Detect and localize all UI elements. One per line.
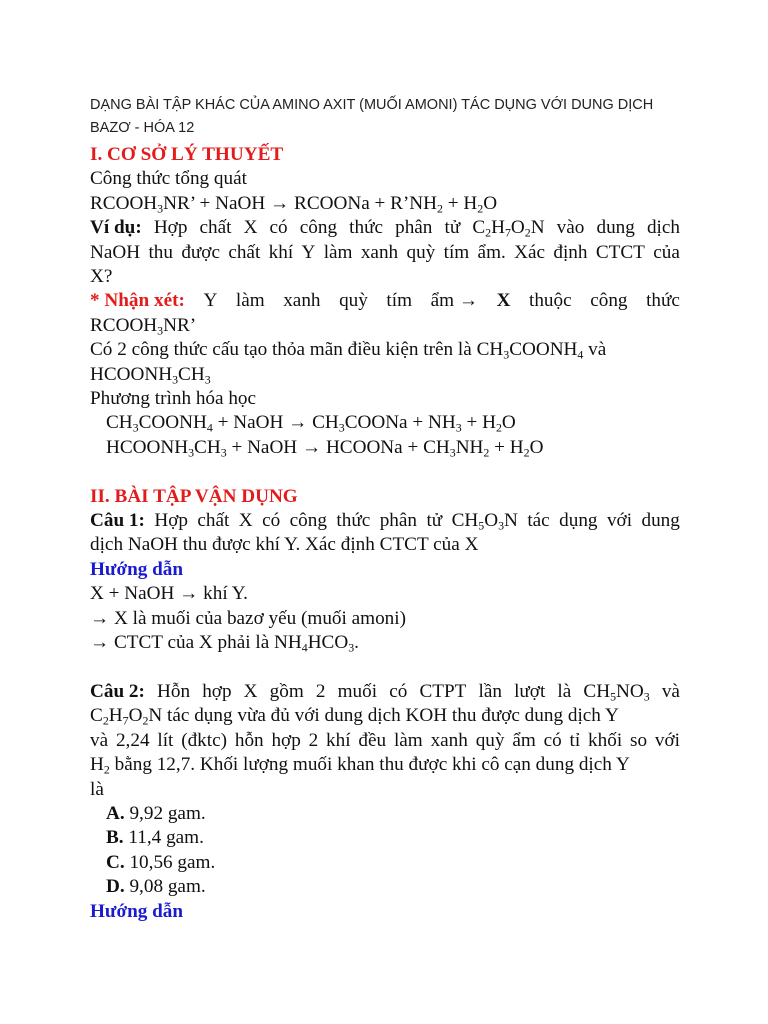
equation-label: Phương trình hóa học <box>90 388 257 410</box>
question-2-line-4: $H_2$ bằng 12,7. Khối lượng muối khan thu được khi cô cạn dung dịch Y <box>90 754 630 777</box>
question-2-option-d[interactable]: D. 9,08 gam. <box>106 876 206 898</box>
question-2-line-2: $C_2H_7O_2N$ tác dụng vừa đủ với dung dịch KOH thu được dung dịch Y <box>90 705 619 728</box>
question-1-line-2: dịch NaOH thu được khí Y. Xác định CTCT của X <box>90 534 479 556</box>
question-2-hint-heading: Hướng dẫn <box>90 900 184 922</box>
remark-formula: $RCOOH_3NR$’ <box>90 314 197 338</box>
example-line-3: X? <box>90 266 113 288</box>
question-1-solution-2: → X là muối của bazơ yếu (muối amoni) <box>90 607 406 629</box>
remark-label: * Nhận xét: <box>90 290 185 312</box>
spacer <box>90 656 680 680</box>
example-label: Ví dụ: <box>90 217 142 239</box>
question-1-solution-1: X + NaOH → khí Y. <box>90 583 248 605</box>
question-2-option-b[interactable]: B. 11,4 gam. <box>106 827 204 849</box>
document-title-line-1: DẠNG BÀI TẬP KHÁC CỦA AMINO AXIT (MUỐI AMONI) TÁC DỤNG VỚI DUNG DỊCH <box>90 97 654 113</box>
question-2-line-1: Câu 2: Hỗn hợp X gồm 2 muối có CTPT lần lượt là $CH_5NO_3$ và <box>90 680 680 704</box>
question-1-hint-heading: Hướng dẫn <box>90 558 184 580</box>
structures-line-2: $HCOONH_3CH_3$ <box>90 363 211 386</box>
question-2-label: Câu 2: <box>90 680 145 702</box>
example-formula: $C_2H_7O_2N$ <box>472 217 545 240</box>
example-line-1: Ví dụ: Hợp chất X có công thức phân tử $C_2H_7O_2N$ vào dung dịch <box>90 217 680 240</box>
question-1-formula: $CH_5O_3N$ <box>451 510 518 533</box>
general-formula-label: Công thức tổng quát <box>90 168 247 190</box>
document-title-line-2: BAZƠ - HÓA 12 <box>90 120 195 136</box>
question-1-label: Câu 1: <box>90 510 145 532</box>
question-2-line-3: và 2,24 lít (đktc) hỗn hợp 2 khí đều làm xanh quỳ ẩm có tỉ khối so với <box>90 729 680 751</box>
equation-1: $CH_3COONH_4$ + NaOH → $CH_3COONa + NH_3 + H_2O$ <box>106 412 516 435</box>
structures-line-1: Có 2 công thức cấu tạo thỏa mãn điều kiện trên là $CH_3COONH_4$ và <box>90 339 607 362</box>
example-line-2: NaOH thu được chất khí Y làm xanh quỳ tím ẩm. Xác định CTCT của <box>90 241 680 263</box>
document-title <box>90 94 690 140</box>
equation-2: $HCOONH_3CH_3$ + NaOH → HCOONa + $CH_3NH_2 + H_2O$ <box>106 436 544 460</box>
question-2-option-c[interactable]: C. 10,56 gam. <box>106 851 216 873</box>
section-heading-practice: II. BÀI TẬP VẬN DỤNG <box>90 485 298 507</box>
general-reaction: $RCOOH_3NR$’ + NaOH → RCOONa + $R’NH_2 + H_2O$ <box>90 192 498 216</box>
question-1-line-1: Câu 1: Hợp chất X có công thức phân tử $CH_5O_3N$ tác dụng với dung <box>90 510 680 533</box>
question-2-formula-1: $CH_5NO_3$ <box>583 680 650 704</box>
question-1-solution-3: → CTCT của X phải là $NH_4HCO_3$. <box>90 632 359 655</box>
document-body <box>90 143 680 924</box>
remark-line-1: * Nhận xét: Y làm xanh quỳ tím ẩm → X thuộc công thức <box>90 289 680 313</box>
spacer <box>90 460 680 484</box>
question-2-line-5: là <box>90 778 104 800</box>
question-2-option-a[interactable]: A. 9,92 gam. <box>106 802 206 824</box>
section-heading-theory: I. CƠ SỞ LÝ THUYẾT <box>90 144 284 165</box>
